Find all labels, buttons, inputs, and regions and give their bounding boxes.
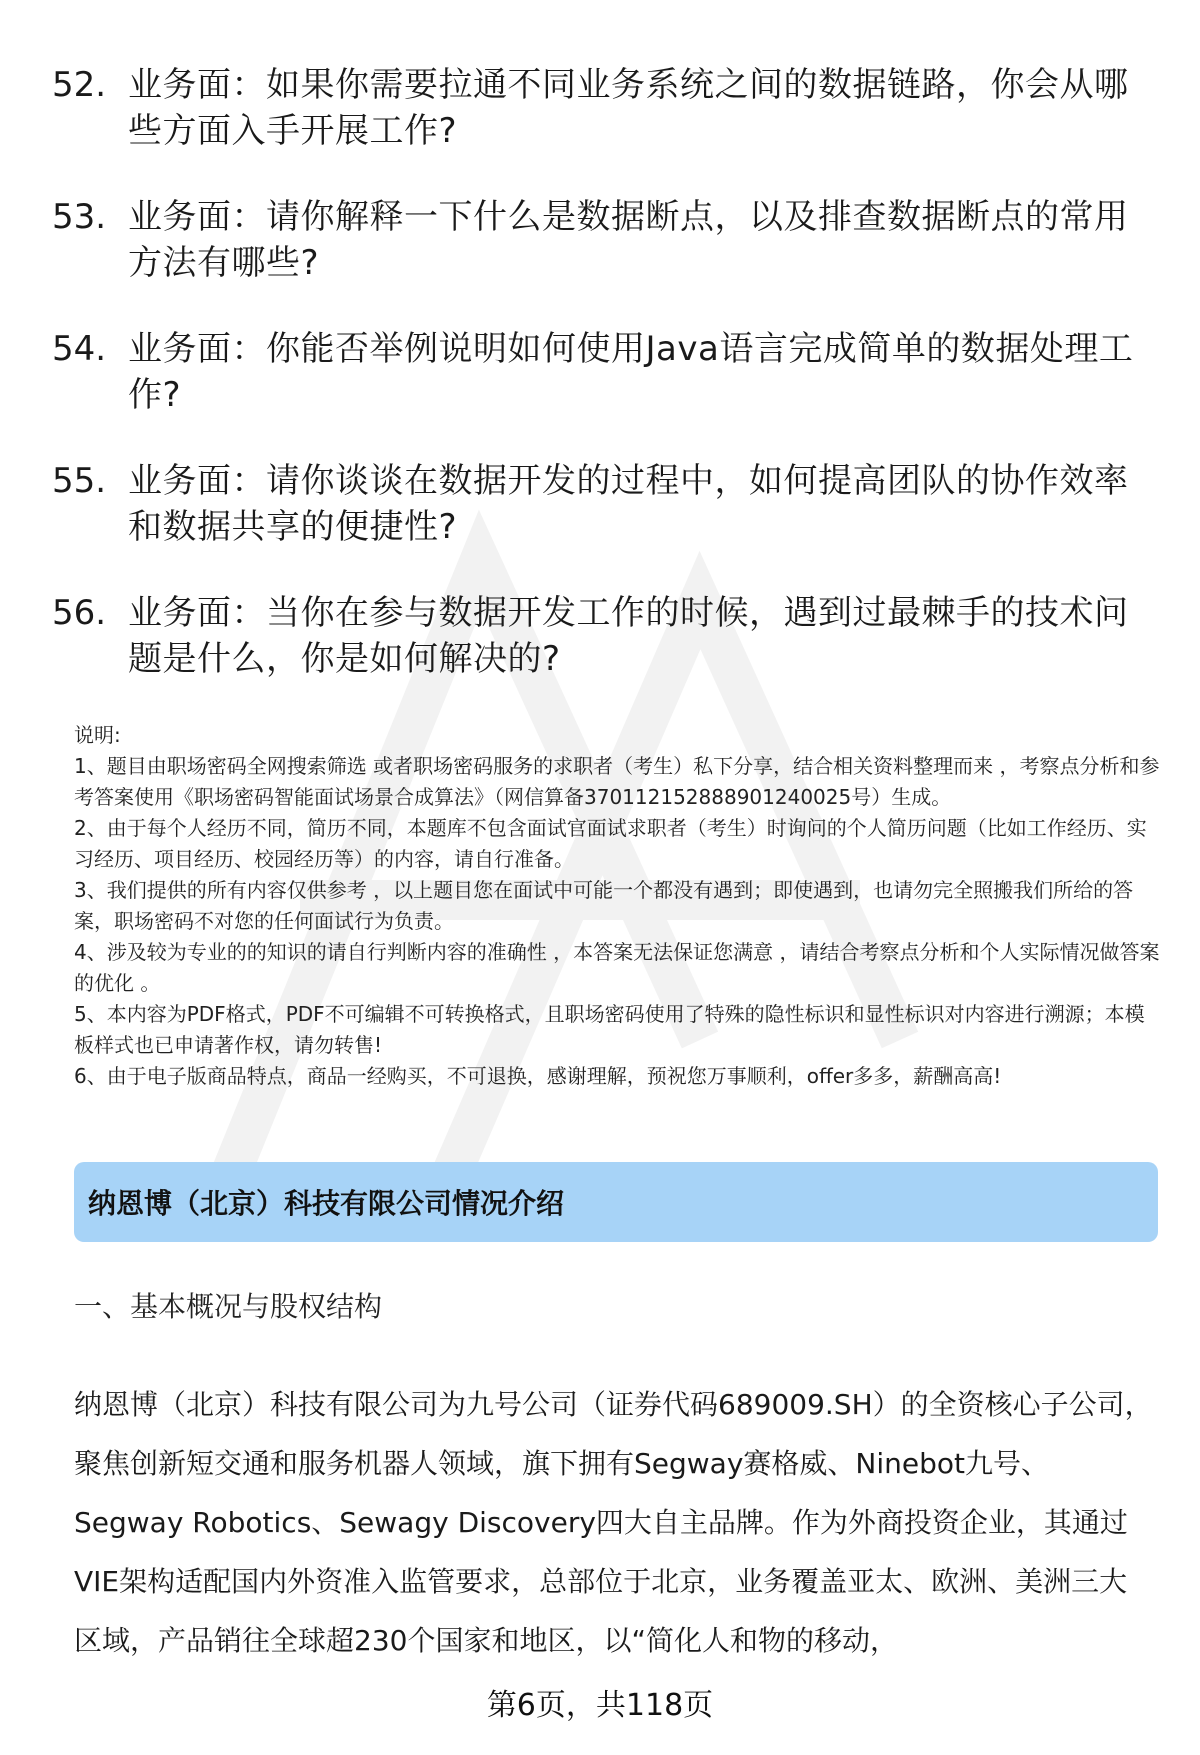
company-banner: [74, 1162, 1158, 1242]
notes-section: [74, 720, 1164, 1092]
company-description: [74, 1375, 1154, 1670]
question-item: [52, 194, 1152, 286]
note-item: 1、题目由职场密码全网搜索筛选 或者职场密码服务的求职者（考生）私下分享，结合相关资料整理而来 ，考察点分析和参考答案使用《职场密码智能面试场景合成算法》（网信算备370112152888901240025号）生成。: [74, 754, 1160, 809]
question-text: 业务面：当你在参与数据开发工作的时候，遇到过最棘手的技术问题是什么，你是如何解决的?: [128, 593, 1129, 679]
question-item: [52, 458, 1152, 550]
notes-title: 说明:: [74, 723, 121, 747]
question-number: 54.: [52, 329, 107, 369]
section-heading: 一、基本概况与股权结构: [74, 1290, 383, 1323]
question-text: 业务面：如果你需要拉通不同业务系统之间的数据链路，你会从哪些方面入手开展工作?: [128, 65, 1129, 151]
question-number: 52.: [52, 65, 107, 105]
question-number: 56.: [52, 593, 107, 633]
note-item: 4、涉及较为专业的的知识的请自行判断内容的准确性 ，本答案无法保证您满意 ，请结合考察点分析和个人实际情况做答案的优化 。: [74, 940, 1160, 995]
question-text: 业务面：请你谈谈在数据开发的过程中，如何提高团队的协作效率和数据共享的便捷性?: [128, 461, 1129, 547]
note-item: 6、由于电子版商品特点，商品一经购买，不可退换，感谢理解，预祝您万事顺利，offer多多，薪酬高高!: [74, 1064, 1002, 1088]
question-text: 业务面：请你解释一下什么是数据断点，以及排查数据断点的常用方法有哪些?: [128, 197, 1129, 283]
body-paragraph: 纳恩博（北京）科技有限公司为九号公司（证券代码689009.SH）的全资核心子公司，聚焦创新短交通和服务机器人领域，旗下拥有Segway赛格威、Ninebot九号、Segway Robotics、Sewagy Discovery四大自主品牌。作为外商投资企业，其通过VIE架构适配国内外资准入监管要求，总部位于北京，业务覆盖亚太、欧洲、美洲三大区域，产品销往全球超230个国家和地区，以“简化人和物的移动，: [74, 1388, 1153, 1657]
note-item: 2、由于每个人经历不同，简历不同，本题库不包含面试官面试求职者（考生）时询问的个人简历问题（比如工作经历、实习经历、项目经历、校园经历等）的内容，请自行准备。: [74, 816, 1147, 871]
note-item: 5、本内容为PDF格式，PDF不可编辑不可转换格式，且职场密码使用了特殊的隐性标识和显性标识对内容进行溯源；本模板样式也已申请著作权，请勿转售!: [74, 1002, 1145, 1057]
question-item: [52, 62, 1152, 154]
note-item: 3、我们提供的所有内容仅供参考 ，以上题目您在面试中可能一个都没有遇到；即使遇到，也请勿完全照搬我们所给的答案，职场密码不对您的任何面试行为负责。: [74, 878, 1134, 933]
question-text: 业务面：你能否举例说明如何使用Java语言完成简单的数据处理工作?: [128, 329, 1134, 415]
question-item: [52, 326, 1152, 418]
question-number: 53.: [52, 197, 107, 237]
banner-title: 纳恩博（北京）科技有限公司情况介绍: [88, 1187, 565, 1220]
question-item: [52, 590, 1152, 682]
question-list: [52, 62, 1152, 722]
question-number: 55.: [52, 461, 107, 501]
page-footer: 第6页，共118页: [486, 1688, 714, 1723]
